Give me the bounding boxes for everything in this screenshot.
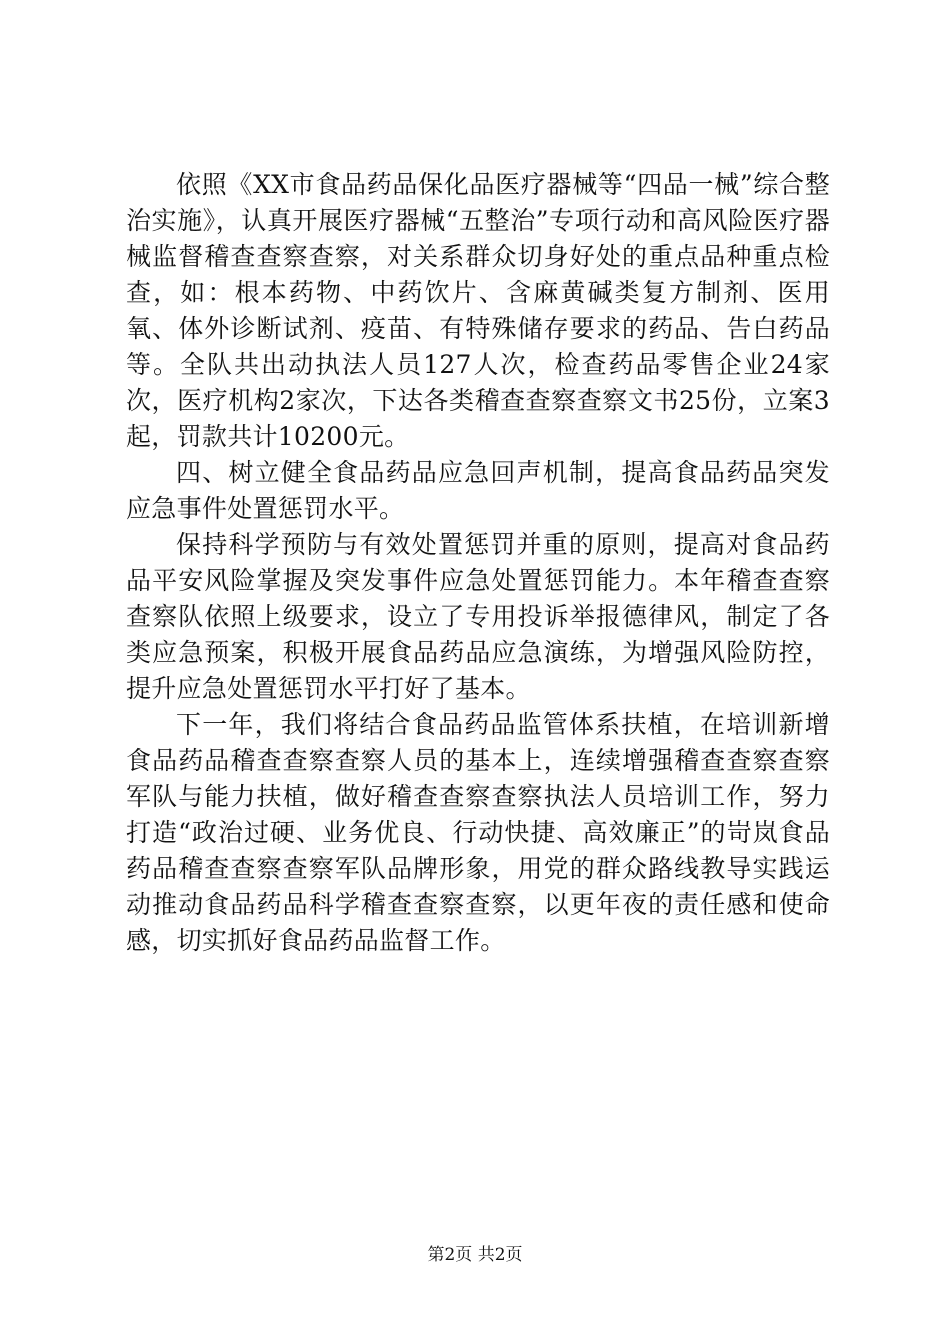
paragraph-inspection-summary: 依照《XX市食品药品保化品医疗器械等“四品一械”综合整治实施》，认真开展医疗器械“五整治”专项行动和高风险医疗器械监督稽查查察查察，对关系群众切身好处的重点品种重点检查，如：根本药物、中药饮片、含麻黄碱类复方制剂、医用氧、体外诊断试剂、疫苗、有特殊储存要求的药品、告白药品等。全队共出动执法人员127人次，检查药品零售企业24家次，医疗机构2家次，下达各类稽查查察查察文书25份，立案3起，罚款共计10200元。 <box>126 170 830 451</box>
document-body <box>126 167 830 959</box>
page-number-footer: 第2页 共2页 <box>427 1245 523 1265</box>
paragraph-next-year-plan: 下一年，我们将结合食品药品监管体系扶植，在培训新增食品药品稽查查察查察人员的基本上，连续增强稽查查察查察军队与能力扶植，做好稽查查察查察执法人员培训工作，努力打造“政治过硬、业务优良、行动快捷、高效廉正”的岢岚食品药品稽查查察查察军队品牌形象，用党的群众路线教导实践运动推动食品药品科学稽查查察查察，以更年夜的责任感和使命感，切实抓好食品药品监督工作。 <box>126 710 830 955</box>
paragraph-emergency-response: 保持科学预防与有效处置惩罚并重的原则，提高对食品药品平安风险掌握及突发事件应急处置惩罚能力。本年稽查查察查察队依照上级要求，设立了专用投诉举报德律风，制定了各类应急预案，积极开展食品药品应急演练，为增强风险防控，提升应急处置惩罚水平打好了基本。 <box>126 530 830 703</box>
paragraph-section-heading-four: 四、树立健全食品药品应急回声机制，提高食品药品突发应急事件处置惩罚水平。 <box>126 458 830 523</box>
